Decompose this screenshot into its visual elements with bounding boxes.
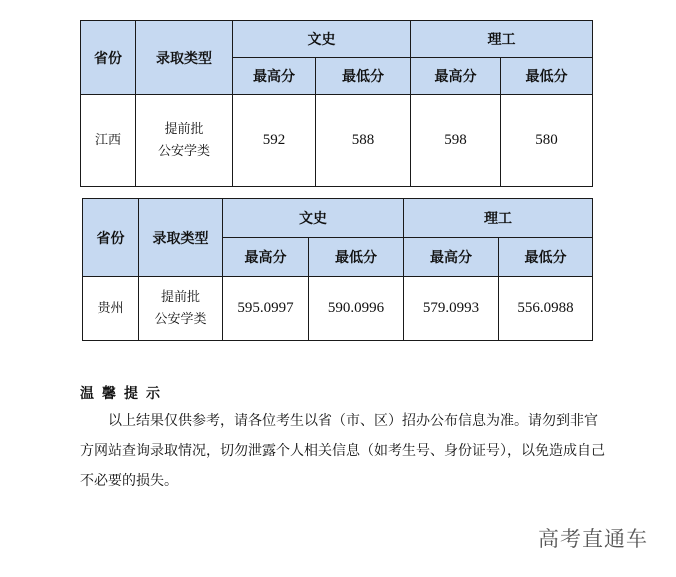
header-arts-max: 最高分 bbox=[223, 238, 309, 277]
cell-arts-min: 588 bbox=[316, 95, 411, 187]
header-science-max: 最高分 bbox=[411, 58, 501, 95]
cell-province: 江西 bbox=[81, 95, 136, 187]
header-arts: 文史 bbox=[223, 199, 404, 238]
cell-science-max: 579.0993 bbox=[404, 277, 499, 341]
tips-title: 温馨提示 bbox=[80, 386, 168, 402]
cell-arts-min: 590.0996 bbox=[309, 277, 404, 341]
header-science-max: 最高分 bbox=[404, 238, 499, 277]
header-province: 省份 bbox=[81, 21, 136, 95]
cell-science-min: 556.0988 bbox=[499, 277, 593, 341]
cell-science-min: 580 bbox=[501, 95, 593, 187]
header-arts: 文史 bbox=[233, 21, 411, 58]
header-arts-min: 最低分 bbox=[309, 238, 404, 277]
header-science: 理工 bbox=[411, 21, 593, 58]
table-row bbox=[81, 95, 593, 187]
header-admission-type: 录取类型 bbox=[136, 21, 233, 95]
header-admission-type: 录取类型 bbox=[139, 199, 223, 277]
admission-type-line2: 公安学类 bbox=[154, 311, 207, 327]
header-science-min: 最低分 bbox=[499, 238, 593, 277]
cell-admission-type bbox=[139, 277, 223, 341]
table-row bbox=[83, 277, 593, 341]
tips-body: 以上结果仅供参考，请各位考生以省（市、区）招办公布信息为准。请勿到非官方网站查询录取情况，切勿泄露个人相关信息（如考生号、身份证号），以免造成自己不必要的损失。 bbox=[80, 413, 605, 489]
header-science: 理工 bbox=[404, 199, 593, 238]
cell-science-max: 598 bbox=[411, 95, 501, 187]
admission-type-line1: 提前批 bbox=[160, 289, 200, 305]
header-arts-max: 最高分 bbox=[233, 58, 316, 95]
admission-type-line2: 公安学类 bbox=[157, 143, 210, 159]
cell-arts-max: 595.0997 bbox=[223, 277, 309, 341]
header-science-min: 最低分 bbox=[501, 58, 593, 95]
header-arts-min: 最低分 bbox=[316, 58, 411, 95]
cell-admission-type bbox=[136, 95, 233, 187]
score-table-guizhou bbox=[82, 198, 593, 341]
header-province: 省份 bbox=[83, 199, 139, 277]
score-table-jiangxi bbox=[80, 20, 593, 187]
watermark-text: 高考直通车 bbox=[538, 527, 648, 551]
cell-arts-max: 592 bbox=[233, 95, 316, 187]
admission-type-line1: 提前批 bbox=[164, 121, 204, 137]
cell-province: 贵州 bbox=[83, 277, 139, 341]
